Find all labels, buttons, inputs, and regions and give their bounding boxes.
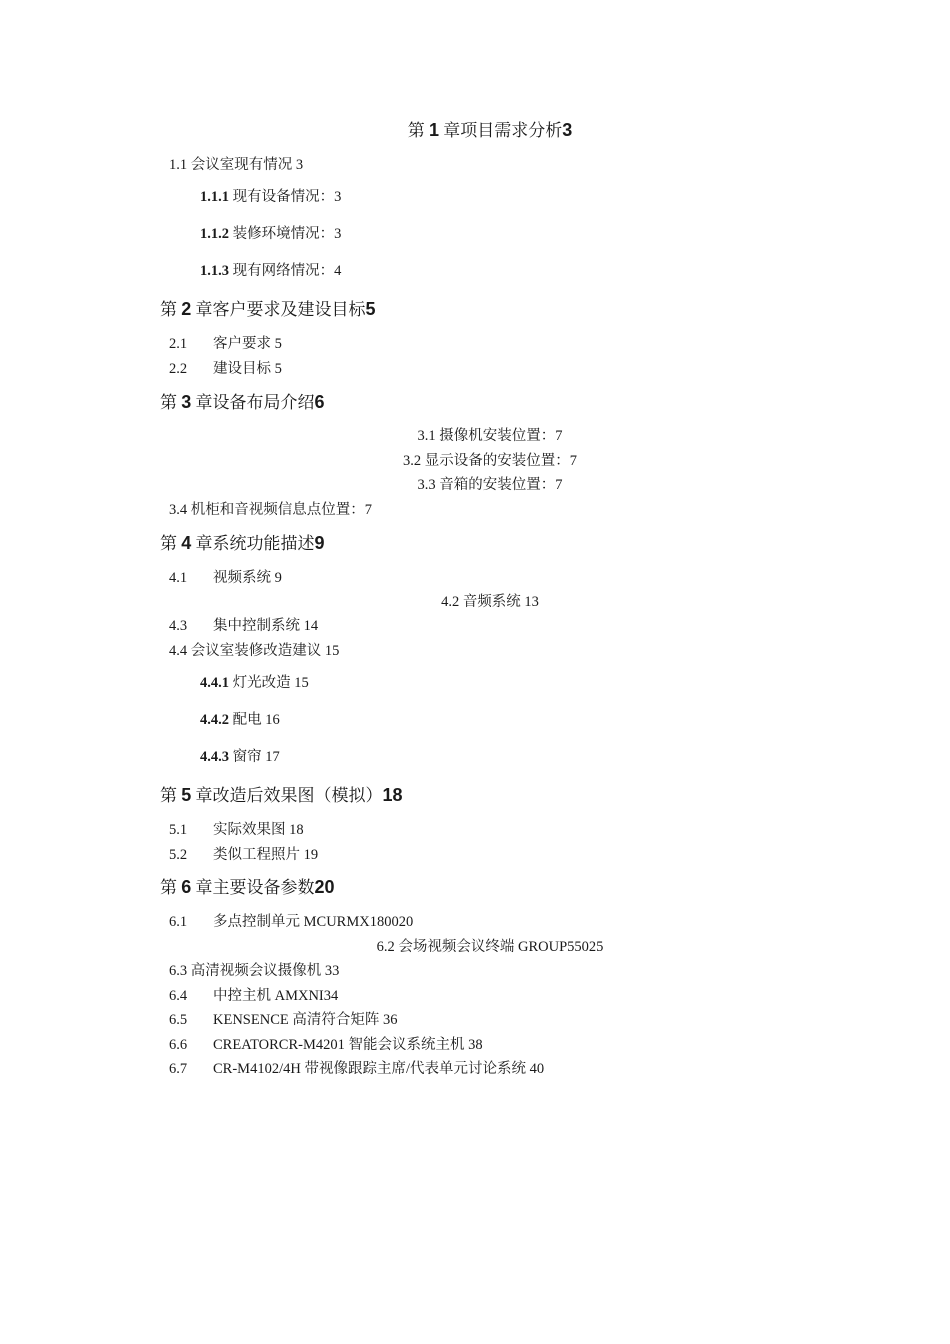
- toc-subsection-1-1-1[interactable]: 1.1.1 现有设备情况：3: [200, 189, 342, 205]
- toc-section-1-1[interactable]: 1.1 会议室现有情况 3: [169, 157, 304, 173]
- toc-subsection-1-1-3[interactable]: 1.1.3 现有网络情况：4: [200, 263, 342, 279]
- toc-section-5-2[interactable]: 5.2 类似工程照片 19: [169, 847, 319, 863]
- toc-section-4-3[interactable]: 4.3 集中控制系统 14: [169, 618, 319, 634]
- toc-chapter-5[interactable]: 第 5 章改造后效果图（模拟）18: [160, 785, 403, 805]
- toc-section-6-4[interactable]: 6.4 中控主机 AMXNI34: [169, 988, 339, 1004]
- toc-section-6-6[interactable]: 6.6 CREATORCR-M4201 智能会议系统主机 38: [169, 1037, 483, 1053]
- toc-section-5-1[interactable]: 5.1 实际效果图 18: [169, 822, 304, 838]
- toc-section-2-2[interactable]: 2.2 建设目标 5: [169, 361, 282, 377]
- toc-section-4-4[interactable]: 4.4 会议室装修改造建议 15: [169, 643, 340, 659]
- toc-chapter-3[interactable]: 第 3 章设备布局介绍6: [160, 392, 325, 412]
- toc-section-2-1[interactable]: 2.1 客户要求 5: [169, 336, 282, 352]
- toc-section-6-2[interactable]: 6.2 会场视频会议终端 GROUP55025: [376, 939, 604, 955]
- toc-section-6-7[interactable]: 6.7 CR-M4102/4H 带视像跟踪主席/代表单元讨论系统 40: [169, 1061, 545, 1077]
- toc-chapter-1[interactable]: 第 1 章项目需求分析3: [407, 120, 573, 140]
- toc-subsection-4-4-1[interactable]: 4.4.1 灯光改造 15: [200, 675, 309, 691]
- toc-section-6-5[interactable]: 6.5 KENSENCE 高清符合矩阵 36: [169, 1012, 398, 1028]
- toc-subsection-4-4-3[interactable]: 4.4.3 窗帘 17: [200, 749, 280, 765]
- toc-section-3-1[interactable]: 3.1 摄像机安装位置：7: [417, 428, 563, 444]
- toc-section-6-1[interactable]: 6.1 多点控制单元 MCURMX180020: [169, 914, 414, 930]
- toc-chapter-6[interactable]: 第 6 章主要设备参数20: [160, 877, 335, 897]
- toc-section-4-1[interactable]: 4.1 视频系统 9: [169, 570, 282, 586]
- toc-chapter-2[interactable]: 第 2 章客户要求及建设目标5: [160, 299, 376, 319]
- toc-subsection-4-4-2[interactable]: 4.4.2 配电 16: [200, 712, 280, 728]
- toc-subsection-1-1-2[interactable]: 1.1.2 装修环境情况：3: [200, 226, 342, 242]
- toc-section-3-3[interactable]: 3.3 音箱的安装位置：7: [417, 477, 563, 493]
- toc-chapter-4[interactable]: 第 4 章系统功能描述9: [160, 533, 325, 553]
- toc-section-3-2[interactable]: 3.2 显示设备的安装位置：7: [403, 453, 577, 469]
- toc-section-4-2[interactable]: 4.2 音频系统 13: [441, 594, 539, 610]
- toc-section-6-3[interactable]: 6.3 高清视频会议摄像机 33: [169, 963, 340, 979]
- toc-section-3-4[interactable]: 3.4 机柜和音视频信息点位置：7: [169, 502, 372, 518]
